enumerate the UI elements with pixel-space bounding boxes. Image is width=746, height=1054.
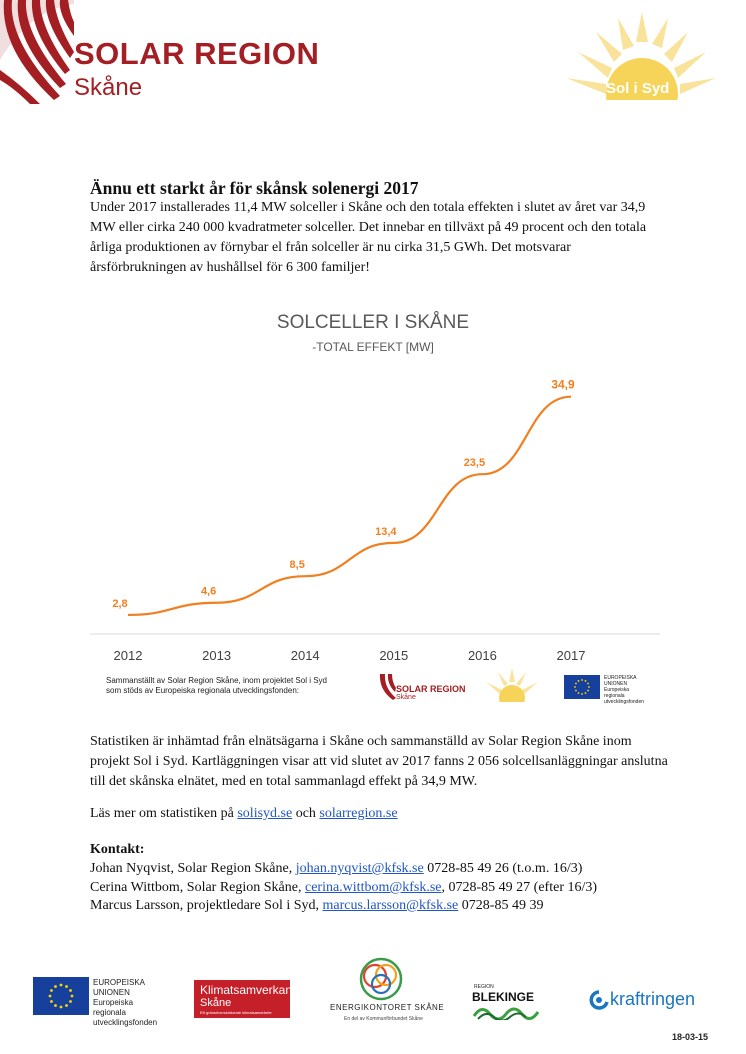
contact-row: [90, 896, 543, 915]
klimat-line-1: Klimatsamverkan: [200, 983, 293, 997]
eu-star: [587, 690, 589, 692]
eu-star: [71, 995, 74, 998]
eu-flag-icon: [33, 977, 89, 1015]
eu-text: [93, 978, 157, 1028]
contact-name: Cerina Wittbom, Solar Region Skåne,: [90, 880, 302, 895]
klimatsamverkan-logo: [194, 980, 293, 1018]
document-date: 18-03-15: [672, 1032, 709, 1042]
contact-row: [90, 859, 582, 878]
contact-name: Marcus Larsson, projektledare Sol i Syd,: [90, 898, 320, 913]
eu-star: [65, 985, 68, 988]
mini-eu-text-line: utvecklingsfonden: [604, 699, 645, 705]
energikontoret-rings-icon: [358, 956, 404, 1002]
klimat-line-3: Ett gränsöverskridande klimatsamarbete: [200, 1010, 272, 1015]
solar-region-subtitle: Skåne: [74, 74, 143, 101]
mini-eu-text-line: UNIONEN: [604, 681, 628, 687]
contact-email-link[interactable]: cerina.wittbom@kfsk.se: [304, 880, 442, 895]
x-tick-label: 2014: [290, 648, 320, 663]
mini-solar-region-sub: Skåne: [396, 694, 416, 701]
eu-text-line: UNIONEN: [93, 988, 130, 997]
region-blekinge-title: BLEKINGE: [472, 990, 535, 1004]
read-more: [90, 804, 670, 824]
eu-star: [578, 692, 580, 694]
eu-star: [65, 1004, 68, 1007]
solar-region-title: SOLAR REGION: [74, 36, 320, 71]
contact-row: [90, 878, 597, 897]
contact-name: Johan Nyqvist, Solar Region Skåne,: [90, 861, 293, 876]
contact-email-link[interactable]: johan.nyqvist@kfsk.se: [295, 861, 424, 876]
region-blekinge-small: REGION: [474, 984, 494, 990]
contact-phone: , 0728-85 49 27 (efter 16/3): [441, 880, 598, 895]
contact-email-link[interactable]: marcus.larsson@kfsk.se: [322, 898, 459, 913]
solar-region-sun-logo: [0, 0, 74, 104]
data-label: 34,9: [551, 377, 575, 392]
data-label: 4,6: [200, 585, 217, 598]
eu-text-line: Europeiska: [93, 998, 134, 1007]
data-label: 23,5: [463, 457, 486, 470]
eu-star: [578, 680, 580, 682]
contact-phone: 0728-85 49 39: [461, 898, 544, 913]
data-label: 2,8: [112, 597, 128, 610]
stats-paragraph: Statistiken är inhämtad från elnätsägarna i Skåne och sammanställd av Solar Region Skåne inom projekt Sol i Syd. Kartläggningen visar att vid slutet av 2017 fanns 2 056 solcellsanläggningar anslutna till det skånska elnätet, med en total sammanlagd effekt på 34,9 MW.: [90, 734, 668, 789]
eu-star: [585, 680, 587, 682]
eu-star: [69, 1000, 72, 1003]
sol-i-syd-label: Sol i Syd: [606, 80, 670, 97]
mini-eu-text-line: regionala: [604, 693, 625, 699]
mini-eu-flag-icon: [564, 675, 600, 699]
x-tick-label: 2015: [379, 648, 409, 663]
contact-title: Kontakt:: [90, 842, 145, 857]
mini-solar-region-title: SOLAR REGION: [396, 684, 466, 694]
chart-subtitle: -TOTAL EFFEKT [MW]: [312, 340, 434, 354]
eu-star: [60, 1006, 63, 1009]
mini-solar-region-logo-icon: [378, 674, 396, 700]
read-more-prefix: Läs mer om statistiken på: [90, 806, 234, 821]
eu-star: [50, 989, 53, 992]
eu-star: [585, 692, 587, 694]
x-tick-label: 2017: [556, 648, 586, 663]
x-tick-label: 2016: [467, 648, 497, 663]
eu-star: [54, 1004, 57, 1007]
eu-star: [574, 686, 576, 688]
eu-star: [581, 693, 583, 695]
eu-star: [69, 989, 72, 992]
article-heading: Ännu ett starkt år för skånsk solenergi 2017: [90, 178, 419, 198]
read-more-mid: och: [295, 806, 316, 821]
eu-text-line: utvecklingsfonden: [93, 1018, 158, 1027]
data-label: 8,5: [289, 559, 305, 572]
kraftringen-icon: [588, 990, 610, 1010]
solisyd-link[interactable]: solisyd.se: [237, 806, 293, 821]
eu-star: [587, 683, 589, 685]
chart-credit-line-1: Sammanställt av Solar Region Skåne, inom projektet Sol i Syd: [106, 676, 327, 685]
region-blekinge-wave-icon: [472, 1004, 548, 1020]
series-line: [128, 397, 571, 615]
klimat-line-2: Skåne: [200, 997, 232, 1009]
eu-star: [588, 686, 590, 688]
mini-eu-text-line: EUROPEISKA: [604, 675, 637, 681]
x-tick-label: 2013: [202, 648, 232, 663]
intro-paragraph: Under 2017 installerades 11,4 MW solceller i Skåne och den totala effekten i slutet av året var 34,9 MW eller cirka 240 000 kvadratmeter solceller. Det innebar en tillväxt på 49 procent och den totala årliga produktionen av förnybar el från solceller är nu cirka 31,5 GWh. Det motsvarar årsförbrukningen av hushållsel för 6 300 familjer!: [90, 200, 647, 275]
eu-star: [50, 1000, 53, 1003]
mini-eu-text-line: Europeiska: [604, 687, 630, 693]
chart-title: SOLCELLER I SKÅNE: [276, 312, 470, 333]
data-label: 13,4: [375, 525, 397, 538]
eu-star: [49, 995, 52, 998]
mini-sol-i-syd-logo: [482, 668, 542, 702]
eu-star: [575, 690, 577, 692]
eu-star: [581, 679, 583, 681]
chart-credit: [106, 676, 327, 696]
contact-phone: 0728-85 49 26 (t.o.m. 16/3): [427, 861, 583, 876]
energikontoret-name: ENERGIKONTORET SKÅNE: [330, 1003, 445, 1012]
eu-star: [54, 985, 57, 988]
solarregion-link[interactable]: solarregion.se: [319, 806, 398, 821]
energikontoret-sub: En del av Kommunförbundet Skåne: [344, 1016, 423, 1022]
chart-credit-line-2: som stöds av Europeiska regionala utvecklingsfonden:: [106, 686, 299, 695]
kraftringen-name: kraftringen: [610, 989, 696, 1009]
x-tick-label: 2012: [113, 648, 143, 663]
eu-text-line: EUROPEISKA: [93, 978, 146, 987]
eu-text-line: regionala: [93, 1008, 126, 1017]
eu-star: [575, 683, 577, 685]
eu-star: [60, 984, 63, 987]
mini-eu-text: [604, 675, 644, 705]
